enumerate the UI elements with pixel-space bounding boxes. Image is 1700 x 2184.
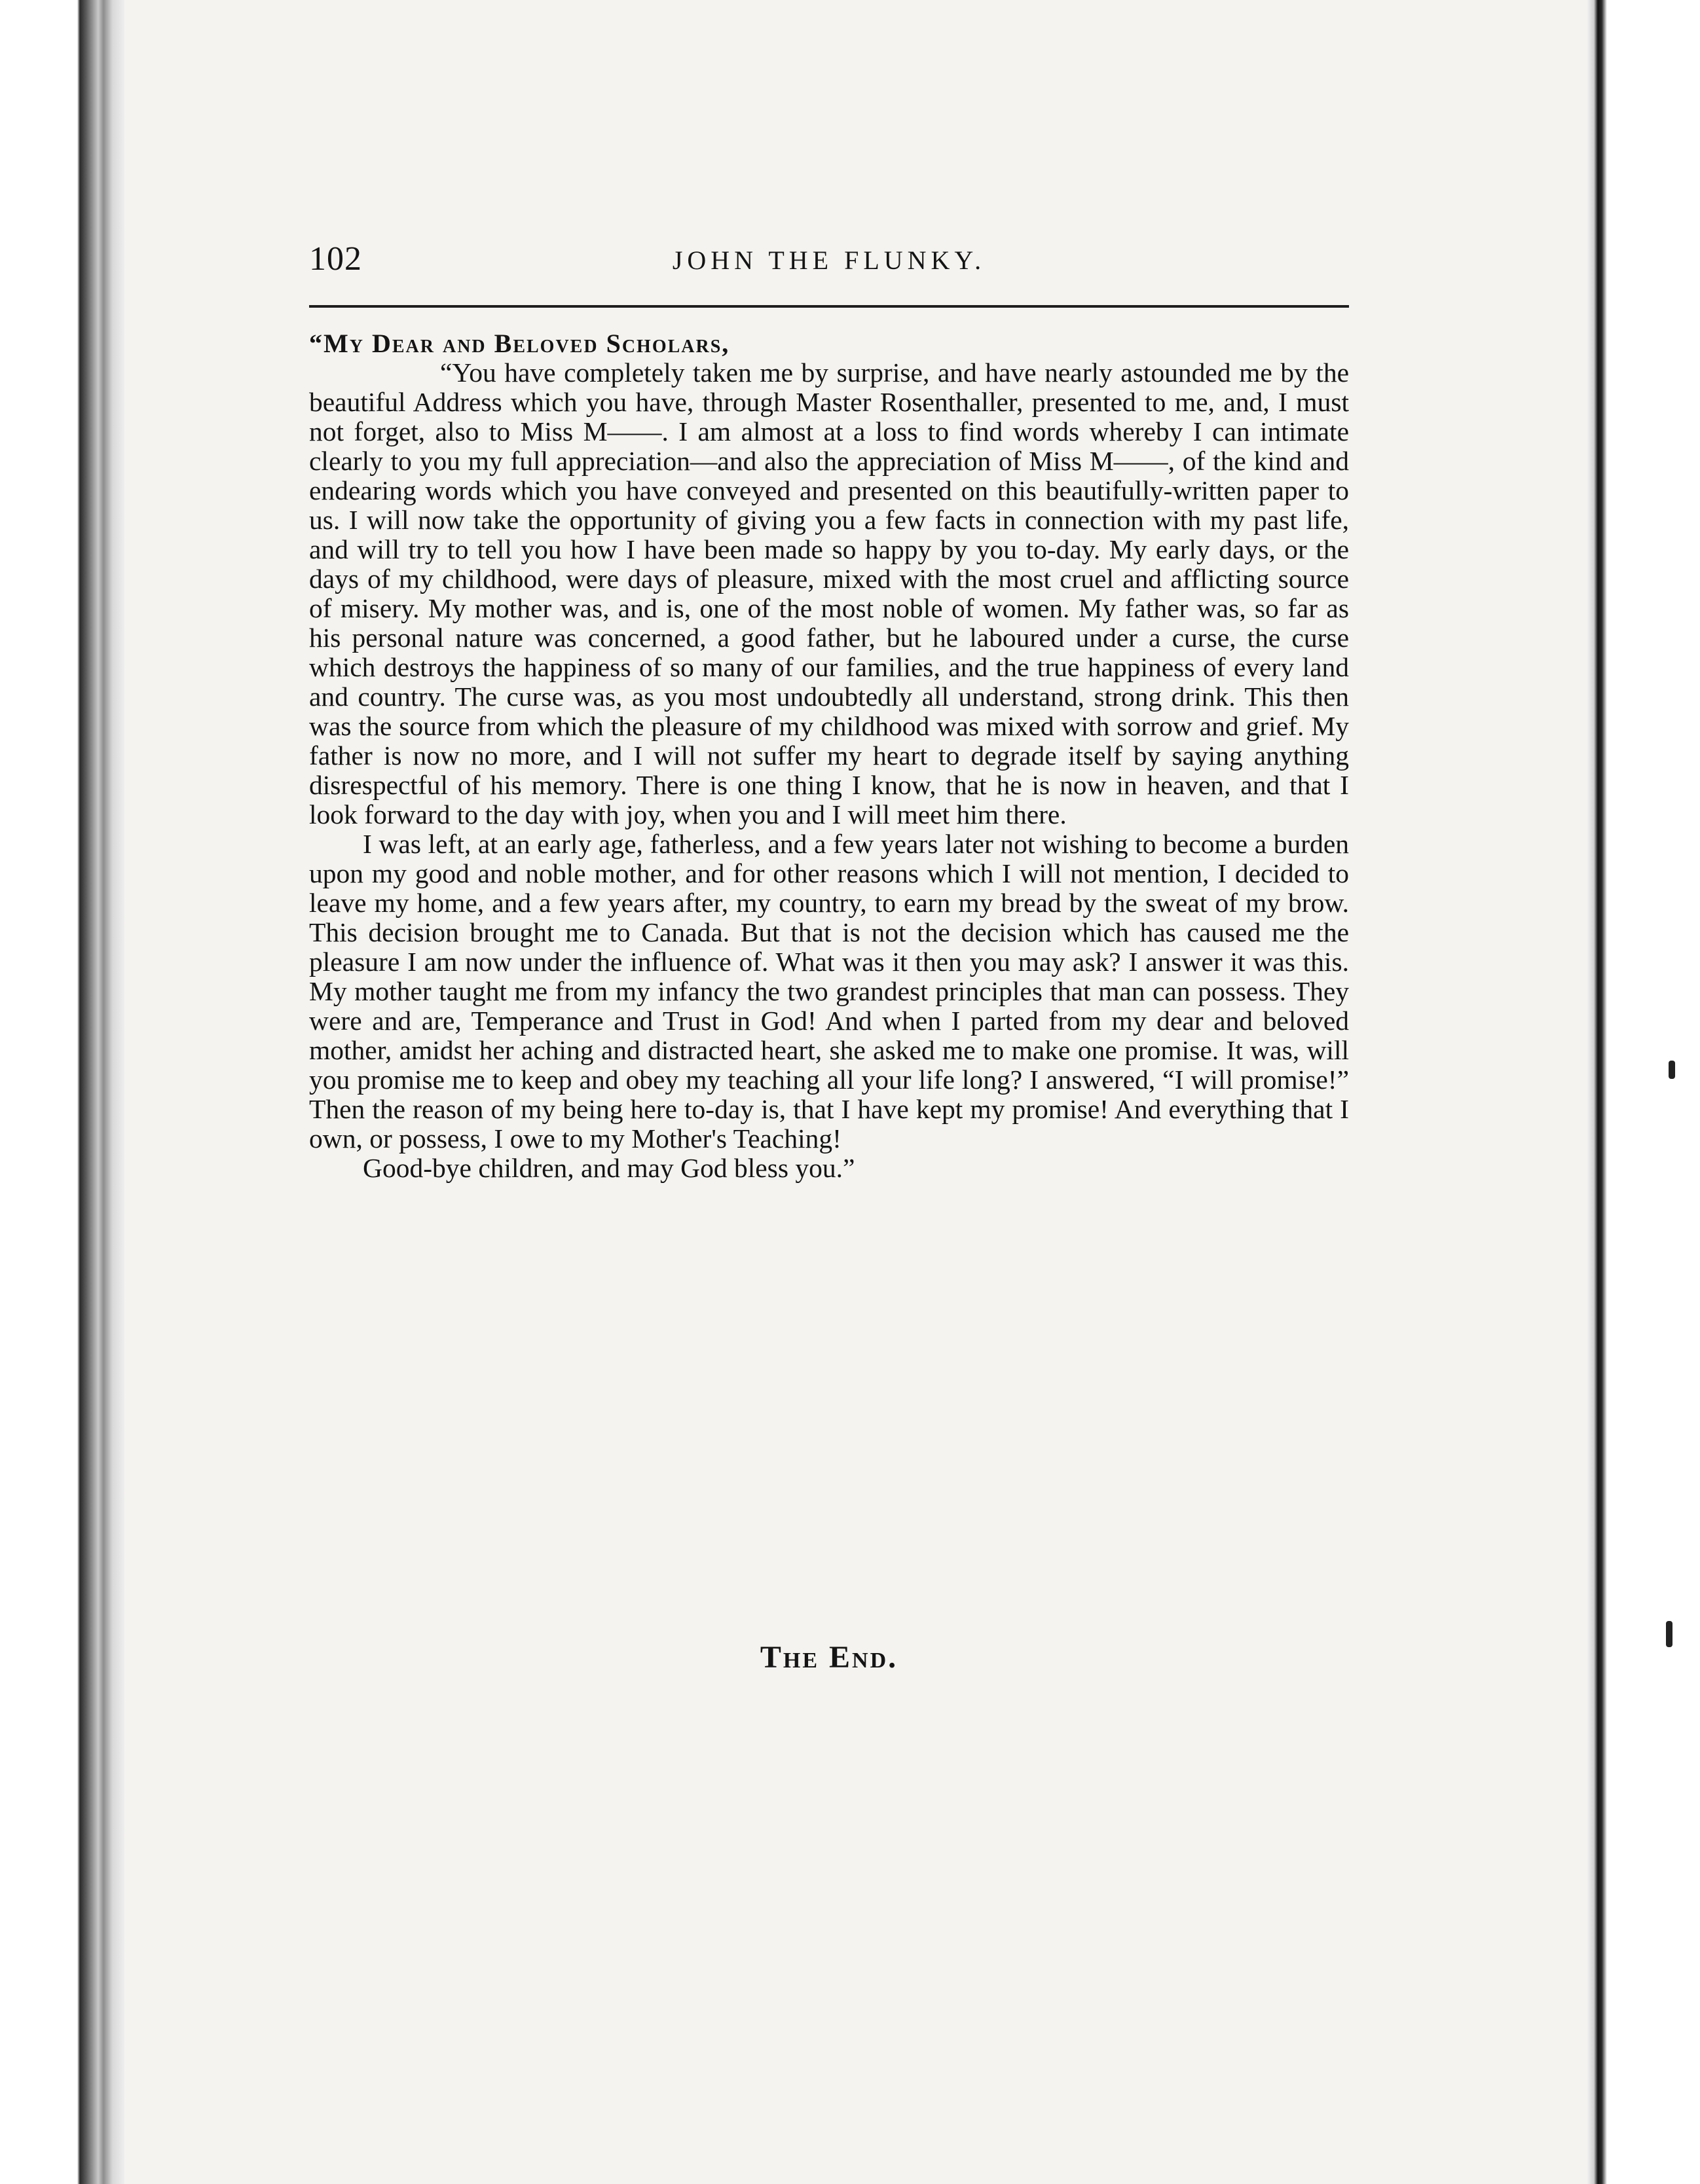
header-rule [309,305,1349,308]
scan-speck [1669,1061,1675,1079]
scan-right-edge [1587,0,1700,2184]
end-mark: The End. [760,1640,898,1675]
salutation: “My Dear and Beloved Scholars, [309,329,730,358]
paragraph: Good-bye children, and may God bless you.” [363,1153,855,1183]
paragraph: I was left, at an early age, fatherless, and a few years later not wishing to become a burden upon my good and noble mother, and for other reasons which I will not mention, I decided to leave my home, and a few years after, my country, to earn my bread by the sweat of my brow. This decision brought me to Canada. But that is not the decision which has caused me the pleasure I am now under the influence of. What was it then you may ask? I answer it was this. My mother taught me from my infancy the two grandest principles that man can possess. They were and are, Temperance and Trust in God! And when I parted from my dear and beloved mother, amidst her aching and distracted heart, she asked me to make one promise. It was, will you promise me to keep and obey my teaching all your life long? I answered, “I will promise!” Then the reason of my being here to-day is, that I have kept my promise! And everything that I own, or possess, I owe to my Mother's Teaching! [309,829,1349,1154]
running-head [309,240,1349,292]
paragraph: “You have completely taken me by surprise, and have nearly astounded me by the beautiful Address which you have, through Master Rosenthaller, presented to me, and, I must not forget, also to Miss M——. I am almost at a loss to find words whereby I can intimate clearly to you my full appreciation—and also the appreciation of Miss M——, of the kind and endearing words which you have conveyed and presented on this beautifully-written paper to us. I will now take the opportunity of giving you a few facts in connection with my past life, and will try to tell you how I have been made so happy by you to-day. My early days, or the days of my childhood, were days of pleasure, mixed with the most cruel and afflicting source of misery. My mother was, and is, one of the most noble of women. My father was, so far as his personal nature was concerned, a good father, but he laboured under a curse, the curse which destroys the happiness of so many of our families, and the true happiness of every land and country. The curse was, as you most undoubtedly all understand, strong drink. This then was the source from which the pleasure of my childhood was mixed with sorrow and grief. My father is now no more, and I will not suffer my heart to degrade itself by saying anything disrespectful of his memory. There is one thing I know, that he is now in heaven, and that I look forward to the day with joy, when you and I will meet him there. [309,357,1349,829]
scan-speck [1666,1621,1672,1647]
page-number: 102 [309,240,362,278]
scan-left-edge [0,0,124,2184]
letter-body [309,329,1349,1183]
running-title: JOHN THE FLUNKY. [672,246,986,275]
